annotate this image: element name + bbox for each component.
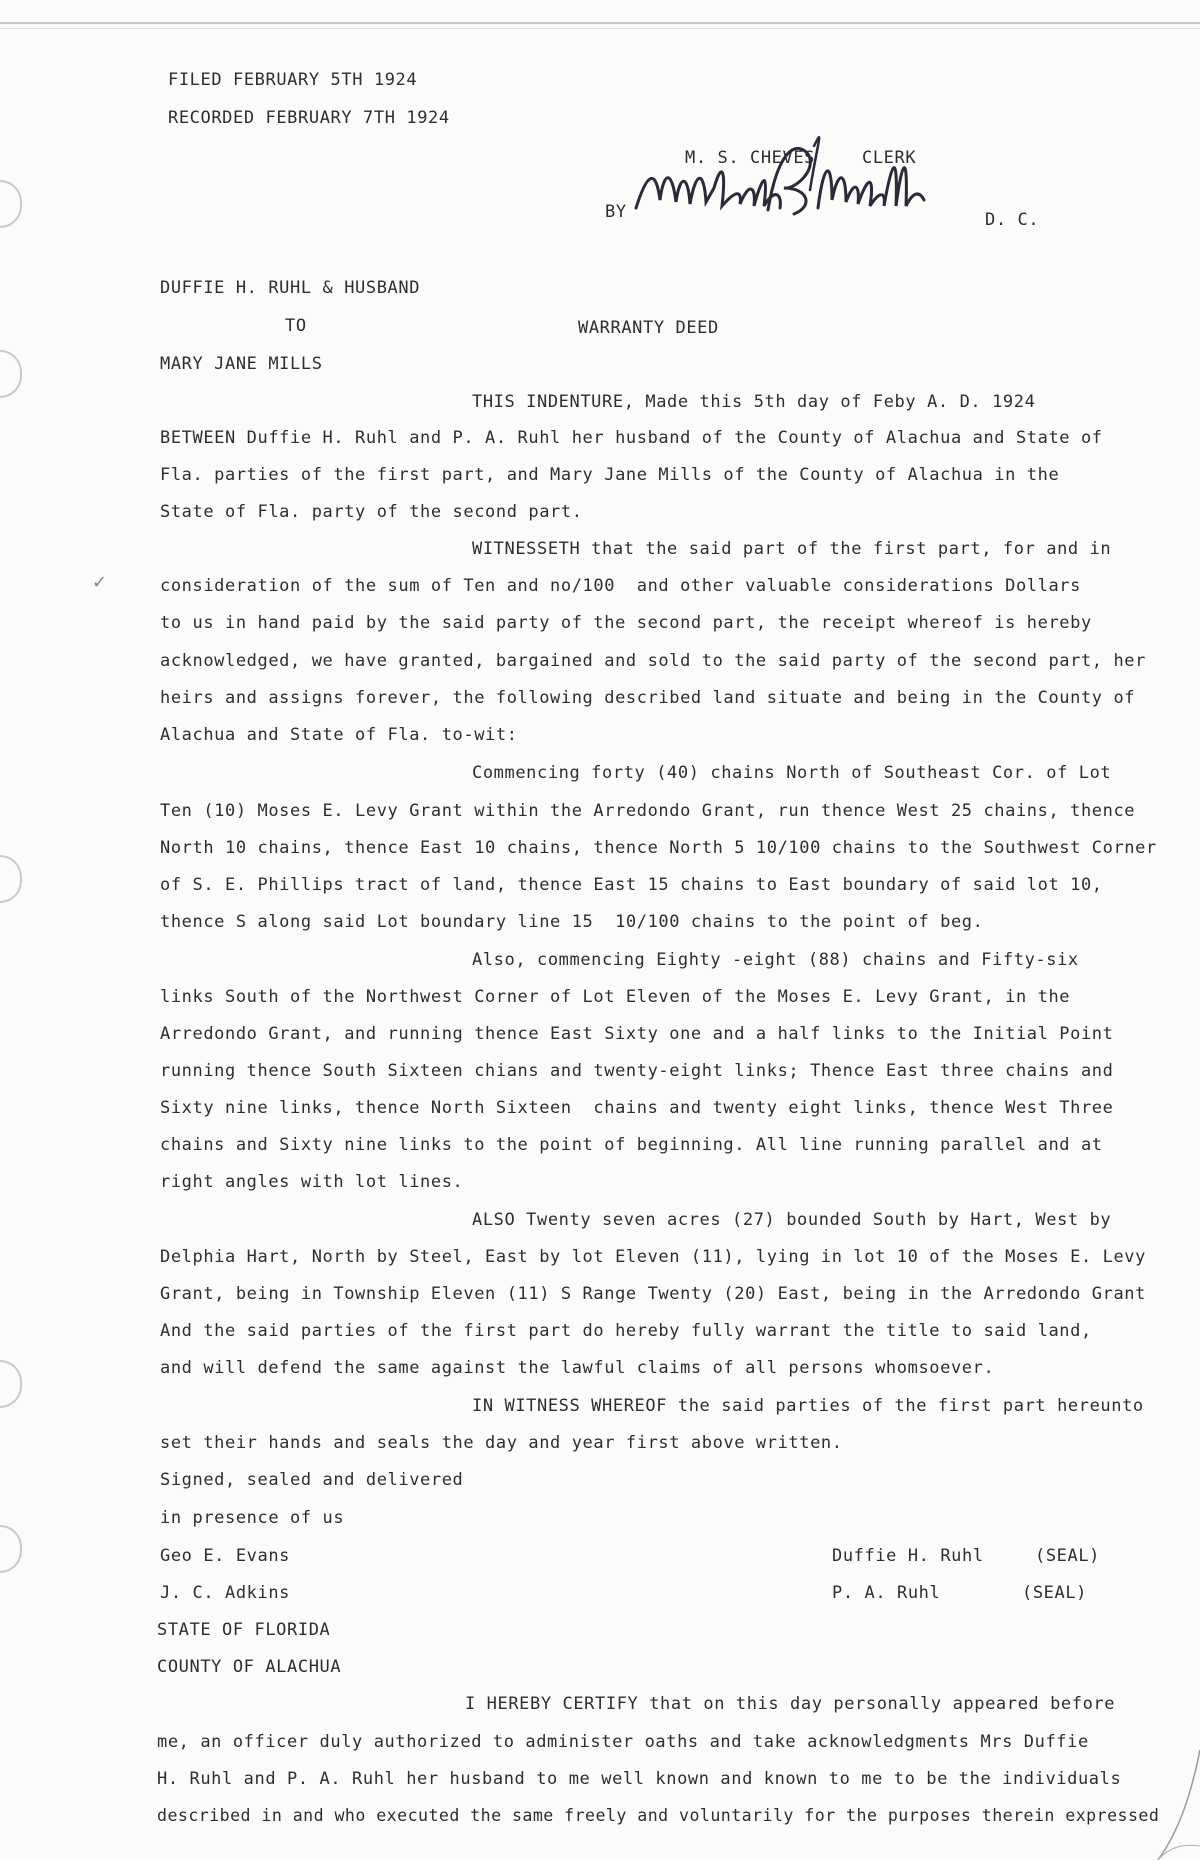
clerk-title: CLERK <box>862 148 917 168</box>
body-line: WITNESSETH that the said part of the first part, for and in <box>472 539 1112 559</box>
deputy-clerk-signature <box>618 130 948 230</box>
body-line: IN WITNESS WHEREOF the said parties of the first part hereunto <box>472 1396 1144 1416</box>
venue-state: STATE OF FLORIDA <box>157 1620 331 1640</box>
body-line: acknowledged, we have granted, bargained and sold to the said party of the second part, her <box>160 651 1146 671</box>
deed-type-title: WARRANTY DEED <box>578 318 719 338</box>
body-line: Delphia Hart, North by Steel, East by lot Eleven (11), lying in lot 10 of the Moses E. Levy <box>160 1247 1146 1267</box>
body-line: ALSO Twenty seven acres (27) bounded South by Hart, West by <box>472 1210 1112 1230</box>
page-curl-corner <box>1140 1750 1200 1860</box>
by-label: BY <box>605 202 627 222</box>
body-line: THIS INDENTURE, Made this 5th day of Feby A. D. 1924 <box>472 392 1036 412</box>
binder-hole-icon <box>0 180 22 228</box>
body-line: Grant, being in Township Eleven (11) S Range Twenty (20) East, being in the Arredondo Grant <box>160 1284 1146 1304</box>
filed-date: FILED FEBRUARY 5TH 1924 <box>168 70 418 90</box>
body-line: North 10 chains, thence East 10 chains, thence North 5 10/100 chains to the Southwest Corner <box>160 838 1157 858</box>
body-line: Alachua and State of Fla. to-wit: <box>160 725 518 745</box>
body-line: set their hands and seals the day and year first above written. <box>160 1433 843 1453</box>
body-line: State of Fla. party of the second part. <box>160 502 583 522</box>
venue-county: COUNTY OF ALACHUA <box>157 1657 342 1677</box>
seal-label: (SEAL) <box>1022 1583 1088 1603</box>
body-line: BETWEEN Duffie H. Ruhl and P. A. Ruhl her husband of the County of Alachua and State of <box>160 428 1103 448</box>
certificate-line: me, an officer duly authorized to administer oaths and take acknowledgments Mrs Duffie <box>157 1732 1089 1752</box>
witness-name: Geo E. Evans <box>160 1546 291 1566</box>
certificate-line: described in and who executed the same freely and voluntarily for the purposes therein expressed <box>157 1806 1160 1825</box>
body-line: of S. E. Phillips tract of land, thence East 15 chains to East boundary of said lot 10, <box>160 875 1103 895</box>
body-line: running thence South Sixteen chians and twenty-eight links; Thence East three chains and <box>160 1061 1114 1081</box>
binder-hole-icon <box>0 855 22 903</box>
top-rule <box>0 22 1200 24</box>
binder-hole-icon <box>0 1525 22 1573</box>
body-line: links South of the Northwest Corner of Lot Eleven of the Moses E. Levy Grant, in the <box>160 987 1071 1007</box>
signer-name: Duffie H. Ruhl <box>832 1546 984 1566</box>
body-line: Also, commencing Eighty -eight (88) chains and Fifty-six <box>472 950 1079 970</box>
clerk-name: M. S. CHEVES <box>685 148 816 168</box>
body-line: Ten (10) Moses E. Levy Grant within the Arredondo Grant, run thence West 25 chains, thence <box>160 801 1136 821</box>
body-line: Fla. parties of the first part, and Mary Jane Mills of the County of Alachua in the <box>160 465 1060 485</box>
body-line: consideration of the sum of Ten and no/100 and other valuable considerations Dollars <box>160 576 1081 596</box>
body-line: Signed, sealed and delivered <box>160 1470 464 1490</box>
signer-name: P. A. Ruhl <box>832 1583 941 1603</box>
certificate-line: H. Ruhl and P. A. Ruhl her husband to me well known and known to me to be the individuals <box>157 1769 1122 1789</box>
body-line: in presence of us <box>160 1508 345 1528</box>
grantee: MARY JANE MILLS <box>160 354 323 374</box>
body-line: Arredondo Grant, and running thence East Sixty one and a half links to the Initial Point <box>160 1024 1114 1044</box>
top-rule-thin <box>0 28 1200 29</box>
body-line: heirs and assigns forever, the following described land situate and being in the County of <box>160 688 1136 708</box>
body-line: right angles with lot lines. <box>160 1172 464 1192</box>
binder-hole-icon <box>0 350 22 398</box>
body-line: Commencing forty (40) chains North of Southeast Cor. of Lot <box>472 763 1112 783</box>
body-line: And the said parties of the first part do hereby fully warrant the title to said land, <box>160 1321 1092 1341</box>
body-line: Sixty nine links, thence North Sixteen chains and twenty eight links, thence West Three <box>160 1098 1114 1118</box>
deputy-clerk-label: D. C. <box>985 210 1040 230</box>
grantor: DUFFIE H. RUHL & HUSBAND <box>160 278 421 298</box>
body-line: thence S along said Lot boundary line 15 10/100 chains to the point of beg. <box>160 912 984 932</box>
margin-check-icon: ✓ <box>92 572 108 593</box>
certificate-line: I HEREBY CERTIFY that on this day personally appeared before <box>465 1694 1116 1714</box>
body-line: and will defend the same against the lawful claims of all persons whomsoever. <box>160 1358 995 1378</box>
seal-label: (SEAL) <box>1035 1546 1101 1566</box>
body-line: to us in hand paid by the said party of the second part, the receipt whereof is hereby <box>160 613 1092 633</box>
body-line: chains and Sixty nine links to the point of beginning. All line running parallel and at <box>160 1135 1103 1155</box>
recorded-date: RECORDED FEBRUARY 7TH 1924 <box>168 108 450 128</box>
witness-name: J. C. Adkins <box>160 1583 291 1603</box>
to-label: TO <box>285 316 307 336</box>
binder-hole-icon <box>0 1360 22 1408</box>
